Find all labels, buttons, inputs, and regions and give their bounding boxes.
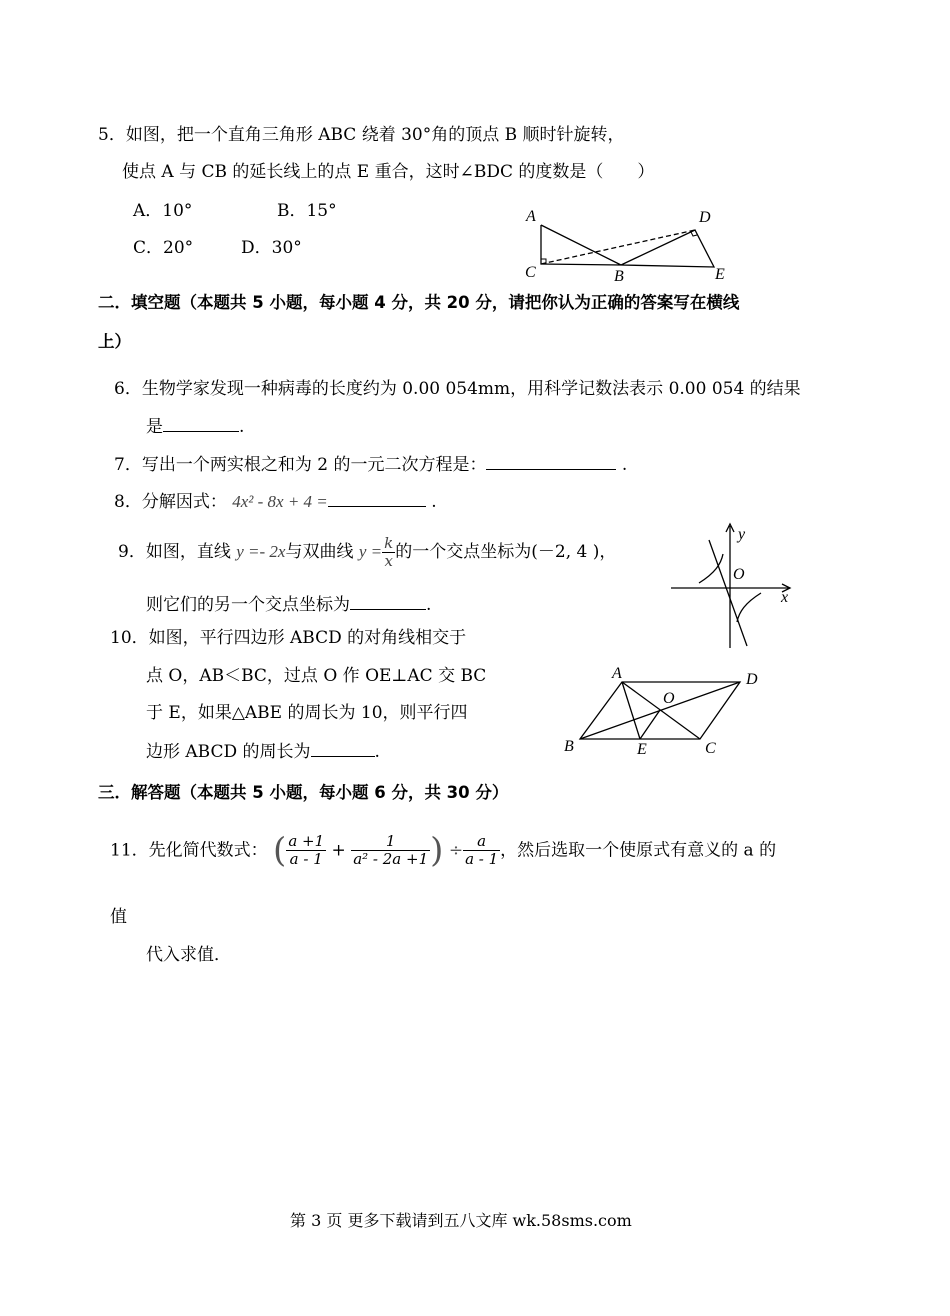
right-paren: ) — [430, 830, 444, 871]
q11-divide: ÷ — [448, 840, 464, 861]
q10-parallelogram-figure — [560, 660, 770, 760]
q8-line — [114, 490, 437, 512]
q11-f2-num: 1 — [351, 833, 430, 851]
q11-line1 — [110, 822, 776, 878]
q6-line2 — [146, 415, 244, 437]
q8-expression: 4x² - 8x + 4 = — [232, 492, 328, 511]
q10-line4 — [146, 740, 380, 762]
label-e: E — [637, 741, 647, 758]
label-y: y — [738, 526, 746, 543]
dashed-line-cd — [541, 230, 695, 264]
q11-suffix: ，然后选取一个使原式有意义的 a 的 — [500, 840, 777, 861]
q7-answer-blank[interactable] — [486, 453, 616, 470]
q11-f3-num: a — [463, 833, 500, 851]
q5-option-b: B．15° — [277, 201, 337, 221]
q5-line1: 5．如图，把一个直角三角形 ABC 绕着 30°角的顶点 B 顺时针旋转， — [98, 125, 625, 145]
q8-answer-blank[interactable] — [328, 490, 426, 507]
q5-line2: 使点 A 与 CB 的延长线上的点 E 重合，这时∠BDC 的度数是（ ） — [122, 162, 655, 182]
line-y-neg2x — [709, 540, 747, 646]
q11-plus: + — [331, 840, 346, 861]
label-a: A — [526, 208, 536, 225]
segment-ae — [622, 682, 640, 739]
q6-suffix: . — [239, 417, 245, 437]
q6-prefix: 是 — [146, 417, 163, 437]
page-footer: 第 3 页 更多下载请到五八文库 wk.58sms.com — [290, 1211, 632, 1230]
q9-line2 — [146, 593, 431, 615]
label-x: x — [781, 589, 789, 606]
q10-answer-blank[interactable] — [311, 740, 375, 757]
section-2-title-cont: 上） — [98, 332, 131, 351]
label-b: B — [614, 268, 624, 285]
q9-line1 — [118, 530, 616, 574]
q10-line4-prefix: 边形 ABCD 的周长为 — [146, 742, 311, 762]
q9-suffix: 的一个交点坐标为(－2, 4 )， — [395, 542, 617, 562]
q11-f1-num: a +1 — [288, 832, 325, 850]
label-e: E — [715, 266, 725, 283]
q9-frac-num: k — [384, 534, 394, 552]
q9-mid-text: 与双曲线 — [285, 542, 354, 562]
left-paren: ( — [273, 830, 287, 871]
q9-frac-den: x — [384, 552, 393, 570]
q5-triangle-figure — [515, 200, 735, 288]
label-d: D — [699, 209, 711, 226]
label-o: O — [663, 690, 675, 707]
q7-line — [114, 453, 627, 475]
q6-answer-blank[interactable] — [163, 415, 239, 432]
triangle-abc — [541, 225, 621, 265]
label-c: C — [705, 740, 716, 757]
label-o: O — [733, 566, 745, 583]
q9-line2-suffix: . — [426, 595, 432, 615]
q11-f1-den: a - 1 — [289, 850, 323, 868]
q10-line1: 10．如图，平行四边形 ABCD 的对角线相交于 — [110, 628, 467, 648]
q11-fraction-2 — [351, 833, 430, 868]
label-a: A — [612, 665, 622, 682]
q11-line2: 值 — [110, 907, 127, 927]
q11-fraction-1 — [286, 833, 326, 868]
q9-line-expression: y =- 2x — [236, 542, 286, 561]
q9-hyperbola-lhs: y = — [358, 542, 383, 561]
label-c: C — [525, 264, 536, 281]
q11-fraction-3 — [463, 833, 500, 868]
q10-line4-suffix: . — [374, 742, 380, 762]
q10-line2: 点 O，AB＜BC，过点 O 作 OE⊥AC 交 BC — [146, 666, 487, 686]
q6-line1: 6．生物学家发现一种病毒的长度约为 0.00 054mm，用科学记数法表示 0.00 054 的结果 — [114, 379, 801, 399]
q5-option-c: C．20° — [133, 238, 194, 258]
q5-option-d: D．30° — [241, 238, 302, 258]
q11-prefix: 11．先化简代数式： — [110, 840, 268, 861]
q7-suffix: . — [621, 455, 628, 475]
label-b: B — [564, 738, 574, 755]
q11-line3: 代入求值． — [146, 945, 231, 965]
q9-prefix: 9．如图，直线 — [118, 542, 231, 562]
q11-f3-den: a - 1 — [465, 850, 499, 868]
q10-line3: 于 E，如果△ABE 的周长为 10，则平行四 — [146, 703, 468, 723]
q7-prefix: 7．写出一个两实根之和为 2 的一元二次方程是： — [114, 455, 487, 475]
section-3-title: 三．解答题（本题共 5 小题，每小题 6 分，共 30 分） — [98, 783, 509, 802]
q11-f2-den: a² - 2a +1 — [353, 850, 429, 868]
q9-answer-blank[interactable] — [350, 593, 426, 610]
q8-prefix: 8．分解因式： — [114, 492, 227, 512]
q9-graph-figure — [665, 518, 800, 653]
hyperbola-branch-4 — [737, 593, 761, 622]
label-d: D — [746, 671, 758, 688]
section-2-title: 二．填空题（本题共 5 小题，每小题 4 分，共 20 分，请把你认为正确的答案写在横线 — [98, 293, 740, 312]
q9-line2-prefix: 则它们的另一个交点坐标为 — [146, 595, 350, 615]
q9-hyperbola-fraction — [382, 535, 395, 570]
q5-option-a: A．10° — [133, 201, 193, 221]
q8-suffix: . — [431, 492, 437, 512]
